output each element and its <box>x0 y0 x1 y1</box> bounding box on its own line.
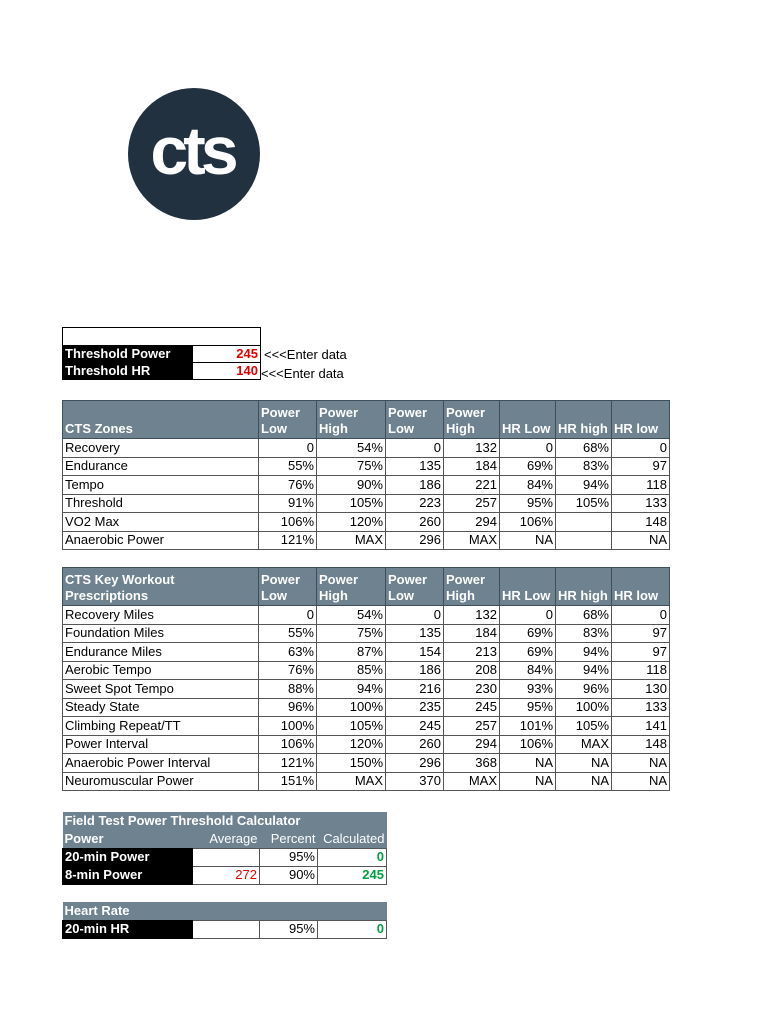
calculator-col-calculated: Calculated <box>318 830 387 848</box>
workouts-row-label: Endurance Miles <box>63 643 259 662</box>
zones-cell: 68% <box>556 439 612 458</box>
workouts-row-label: Aerobic Tempo <box>63 661 259 680</box>
table-row <box>63 754 670 773</box>
zones-cell: 184 <box>444 457 500 476</box>
zones-cell: 296 <box>386 531 444 550</box>
workouts-row-label: Sweet Spot Tempo <box>63 680 259 699</box>
threshold-power-row <box>63 346 261 363</box>
zones-cell: 95% <box>500 494 556 513</box>
workouts-row-label: Foundation Miles <box>63 624 259 643</box>
workouts-cell: 121% <box>259 754 317 773</box>
workouts-cell: 105% <box>317 717 386 736</box>
calc-average-input[interactable] <box>193 920 260 938</box>
threshold-hr-note: <<<Enter data <box>261 366 344 381</box>
workouts-cell: 150% <box>317 754 386 773</box>
table-row <box>63 494 670 513</box>
workouts-row-label: Neuromuscular Power <box>63 772 259 791</box>
workouts-cell: NA <box>556 772 612 791</box>
zones-cell: 0 <box>612 439 670 458</box>
zones-cell: 0 <box>500 439 556 458</box>
table-row <box>63 439 670 458</box>
workouts-cell: 257 <box>444 717 500 736</box>
workouts-cell: 0 <box>500 606 556 625</box>
workouts-cell: 96% <box>259 698 317 717</box>
workouts-cell: 296 <box>386 754 444 773</box>
table-row <box>63 772 670 791</box>
zones-cell: 83% <box>556 457 612 476</box>
table-row <box>63 661 670 680</box>
workouts-cell: 370 <box>386 772 444 791</box>
workouts-row-label: Power Interval <box>63 735 259 754</box>
workouts-cell: 83% <box>556 624 612 643</box>
table-row <box>63 531 670 550</box>
zones-header-cell: HR low <box>612 401 670 439</box>
table-row <box>63 735 670 754</box>
table-row <box>63 698 670 717</box>
zones-cell: 105% <box>556 494 612 513</box>
workouts-cell: 0 <box>259 606 317 625</box>
calc-calculated: 245 <box>318 866 387 884</box>
threshold-power-note: <<<Enter data <box>264 347 347 362</box>
workouts-cell: 294 <box>444 735 500 754</box>
threshold-hr-label: Threshold HR <box>63 363 193 380</box>
zones-row-label: Endurance <box>63 457 259 476</box>
zones-cell: 133 <box>612 494 670 513</box>
calc-percent: 95% <box>260 920 318 938</box>
workouts-cell: 69% <box>500 624 556 643</box>
zones-cell <box>556 531 612 550</box>
workouts-cell: 97 <box>612 643 670 662</box>
zones-cell: 105% <box>317 494 386 513</box>
table-row <box>63 457 670 476</box>
zones-cell: 91% <box>259 494 317 513</box>
workouts-cell: 63% <box>259 643 317 662</box>
table-row <box>63 606 670 625</box>
workouts-cell: 101% <box>500 717 556 736</box>
workouts-header-cell: Power High <box>317 568 386 606</box>
workouts-row-label: Climbing Repeat/TT <box>63 717 259 736</box>
calc-calculated: 0 <box>318 920 387 938</box>
workouts-row-label: Anaerobic Power Interval <box>63 754 259 773</box>
workouts-cell: 96% <box>556 680 612 699</box>
calc-calculated: 0 <box>318 848 387 866</box>
calc-label: 20-min Power <box>63 848 193 866</box>
zones-cell: MAX <box>444 531 500 550</box>
workouts-cell: 118 <box>612 661 670 680</box>
table-row <box>63 643 670 662</box>
workouts-cell: 148 <box>612 735 670 754</box>
calc-gap <box>63 884 387 902</box>
calc-average-input[interactable]: 272 <box>193 866 260 884</box>
workouts-cell: 132 <box>444 606 500 625</box>
workouts-cell: NA <box>612 754 670 773</box>
workouts-cell: NA <box>556 754 612 773</box>
workouts-header-row <box>63 568 670 606</box>
workouts-cell: 94% <box>556 661 612 680</box>
zones-cell <box>556 513 612 532</box>
workouts-cell: 76% <box>259 661 317 680</box>
cts-logo <box>128 88 260 220</box>
zones-cell: 76% <box>259 476 317 495</box>
zones-cell: 106% <box>500 513 556 532</box>
workouts-cell: 88% <box>259 680 317 699</box>
zones-row-label: Recovery <box>63 439 259 458</box>
workouts-row-label: Recovery Miles <box>63 606 259 625</box>
threshold-hr-row <box>63 363 261 380</box>
zones-cell: MAX <box>317 531 386 550</box>
zones-cell: 294 <box>444 513 500 532</box>
workouts-header-cell: HR high <box>556 568 612 606</box>
zones-cell: 223 <box>386 494 444 513</box>
workouts-cell: 75% <box>317 624 386 643</box>
table-row <box>63 476 670 495</box>
workouts-cell: 94% <box>556 643 612 662</box>
calculator-hr-header: Heart Rate <box>63 902 387 920</box>
calc-label: 8-min Power <box>63 866 193 884</box>
table-row <box>63 513 670 532</box>
zones-cell: NA <box>500 531 556 550</box>
workouts-cell: 208 <box>444 661 500 680</box>
workouts-cell: 0 <box>386 606 444 625</box>
workouts-cell: 235 <box>386 698 444 717</box>
table-row <box>63 680 670 699</box>
zones-cell: 257 <box>444 494 500 513</box>
zones-cell: 90% <box>317 476 386 495</box>
zones-row-label: Anaerobic Power <box>63 531 259 550</box>
table-row <box>63 717 670 736</box>
workouts-cell: 95% <box>500 698 556 717</box>
calculator-col-percent: Percent <box>260 830 318 848</box>
zones-cell: 54% <box>317 439 386 458</box>
zones-cell: 84% <box>500 476 556 495</box>
zones-header-cell: Power High <box>444 401 500 439</box>
zones-header-cell: Power Low <box>386 401 444 439</box>
workouts-cell: 141 <box>612 717 670 736</box>
workouts-header-cell: HR low <box>612 568 670 606</box>
zones-cell: 186 <box>386 476 444 495</box>
zones-cell: 0 <box>386 439 444 458</box>
workouts-cell: 69% <box>500 643 556 662</box>
workouts-header-cell: CTS Key Workout Prescriptions <box>63 568 259 606</box>
cts-workouts-table <box>62 567 670 791</box>
calc-gap-row <box>63 884 387 902</box>
workouts-cell: 260 <box>386 735 444 754</box>
zones-cell: 69% <box>500 457 556 476</box>
workouts-cell: NA <box>500 754 556 773</box>
workouts-cell: 133 <box>612 698 670 717</box>
zones-cell: 121% <box>259 531 317 550</box>
workouts-cell: 84% <box>500 661 556 680</box>
zones-cell: 97 <box>612 457 670 476</box>
calculator-col-average: Average <box>193 830 260 848</box>
zones-header-cell: CTS Zones <box>63 401 259 439</box>
calculator-power-header-row <box>63 830 387 848</box>
zones-cell: 135 <box>386 457 444 476</box>
zones-cell: 260 <box>386 513 444 532</box>
zones-cell: 221 <box>444 476 500 495</box>
calc-row-20min-hr <box>63 920 387 938</box>
calculator-title-row <box>63 812 387 830</box>
workouts-body <box>63 606 670 791</box>
calculator-hr-header-row <box>63 902 387 920</box>
zones-cell: 148 <box>612 513 670 532</box>
calculator-title: Field Test Power Threshold Calculator <box>63 812 387 830</box>
workouts-header-cell: Power Low <box>259 568 317 606</box>
zones-header-cell: HR Low <box>500 401 556 439</box>
calc-percent: 95% <box>260 848 318 866</box>
zones-row-label: Tempo <box>63 476 259 495</box>
zones-cell: 106% <box>259 513 317 532</box>
workouts-cell: NA <box>500 772 556 791</box>
workouts-cell: 245 <box>444 698 500 717</box>
workouts-cell: 368 <box>444 754 500 773</box>
calc-row-8min-power <box>63 866 387 884</box>
zones-row-label: Threshold <box>63 494 259 513</box>
logo-text: cts <box>150 113 234 189</box>
workouts-cell: 245 <box>386 717 444 736</box>
workouts-cell: 54% <box>317 606 386 625</box>
workouts-cell: 184 <box>444 624 500 643</box>
workouts-cell: 100% <box>259 717 317 736</box>
workouts-cell: 87% <box>317 643 386 662</box>
workouts-cell: 0 <box>612 606 670 625</box>
workouts-cell: 186 <box>386 661 444 680</box>
zones-body <box>63 439 670 550</box>
workouts-cell: 93% <box>500 680 556 699</box>
zones-row-label: VO2 Max <box>63 513 259 532</box>
workouts-cell: 94% <box>317 680 386 699</box>
workouts-cell: 154 <box>386 643 444 662</box>
calc-row-20min-power <box>63 848 387 866</box>
workouts-cell: 230 <box>444 680 500 699</box>
threshold-hr-input[interactable]: 140 <box>193 363 261 380</box>
workouts-cell: 151% <box>259 772 317 791</box>
workouts-cell: 213 <box>444 643 500 662</box>
workouts-header-cell: HR Low <box>500 568 556 606</box>
workouts-cell: 216 <box>386 680 444 699</box>
workouts-header-cell: Power High <box>444 568 500 606</box>
zones-header-row <box>63 401 670 439</box>
zones-cell: 94% <box>556 476 612 495</box>
workouts-cell: 120% <box>317 735 386 754</box>
workouts-cell: 105% <box>556 717 612 736</box>
table-row <box>63 624 670 643</box>
workouts-header-cell: Power Low <box>386 568 444 606</box>
workouts-cell: 85% <box>317 661 386 680</box>
workouts-cell: 100% <box>317 698 386 717</box>
workouts-cell: 97 <box>612 624 670 643</box>
calc-label: 20-min HR <box>63 920 193 938</box>
workouts-cell: 130 <box>612 680 670 699</box>
workouts-cell: MAX <box>556 735 612 754</box>
calc-average-input[interactable] <box>193 848 260 866</box>
workouts-row-label: Steady State <box>63 698 259 717</box>
workouts-cell: 106% <box>259 735 317 754</box>
calculator-power-header: Power <box>63 830 193 848</box>
workouts-cell: 55% <box>259 624 317 643</box>
workouts-cell: NA <box>612 772 670 791</box>
zones-cell: 55% <box>259 457 317 476</box>
zones-cell: 75% <box>317 457 386 476</box>
zones-header-cell: Power High <box>317 401 386 439</box>
zones-header-cell: HR high <box>556 401 612 439</box>
zones-cell: 0 <box>259 439 317 458</box>
threshold-power-input[interactable]: 245 <box>193 346 261 363</box>
zones-cell: NA <box>612 531 670 550</box>
workouts-cell: 106% <box>500 735 556 754</box>
workouts-cell: MAX <box>444 772 500 791</box>
zones-cell: 118 <box>612 476 670 495</box>
cts-zones-table <box>62 400 670 550</box>
calc-percent: 90% <box>260 866 318 884</box>
workouts-cell: 100% <box>556 698 612 717</box>
workouts-cell: 68% <box>556 606 612 625</box>
threshold-blank-row <box>63 328 261 346</box>
threshold-power-label: Threshold Power <box>63 346 193 363</box>
zones-cell: 120% <box>317 513 386 532</box>
zones-cell: 132 <box>444 439 500 458</box>
workouts-cell: 135 <box>386 624 444 643</box>
workouts-cell: MAX <box>317 772 386 791</box>
zones-header-cell: Power Low <box>259 401 317 439</box>
field-test-calculator <box>62 812 387 939</box>
threshold-inputs <box>62 327 261 380</box>
